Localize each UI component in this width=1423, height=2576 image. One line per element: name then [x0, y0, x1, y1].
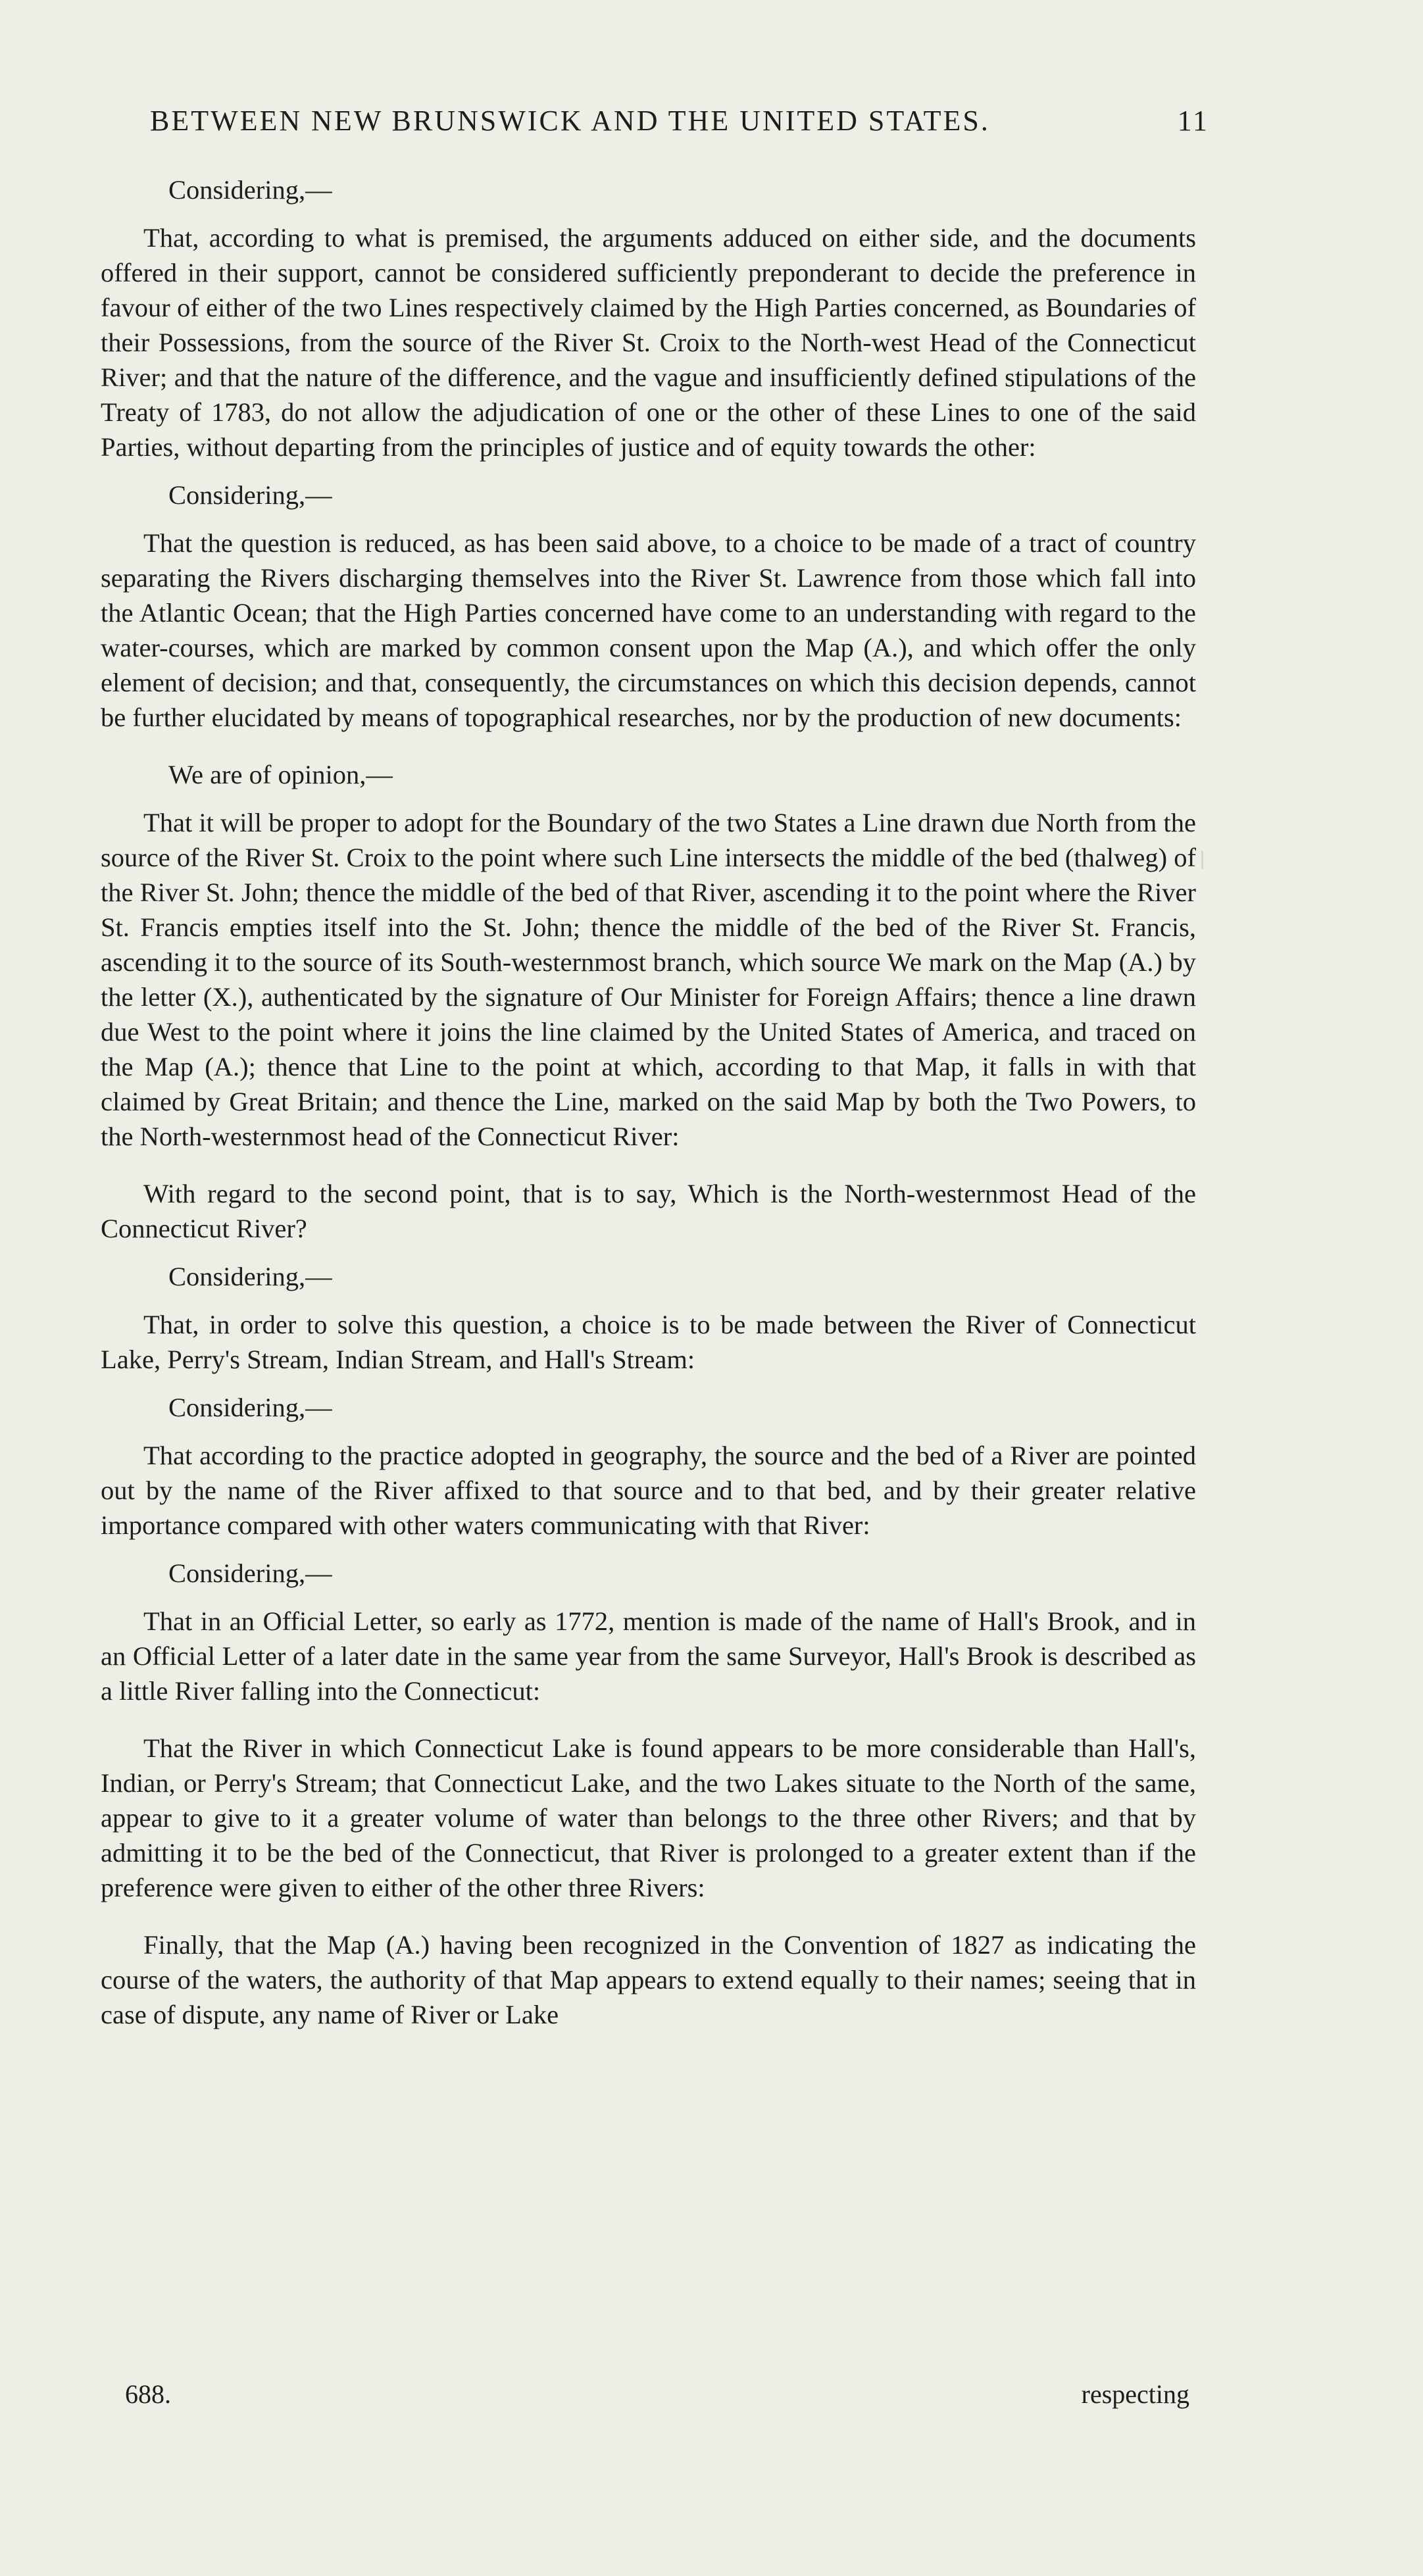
body-paragraph: That, according to what is premised, the arguments adduced on either side, and the documents offered in their support, cannot be considered sufficiently preponderant to decide the preference in favour of either of the two Lines respectively claimed by the High Parties concerned, as Boundaries of their Possessions, from the source of the River St. Croix to the North-west Head of the Connecticut River; and that the nature of the difference, and the vague and insufficiently defined stipulations of the Treaty of 1783, do not allow the adjudication of one or the other of these Lines to one of the said Parties, without departing from the principles of justice and of equity towards the other: — [101, 223, 1196, 462]
body-paragraph: Finally, that the Map (A.) having been recognized in the Convention of 1827 as indicating the course of the waters, the authority of that Map appears to extend equally to their names; seeing that in case of dispute, any name of River or Lake — [101, 1930, 1196, 2029]
body-paragraph: That it will be proper to adopt for the Boundary of the two States a Line drawn due North from the source of the River St. Croix to the point where such Line intersects the middle of the bed (thalweg) of the River St. John; thence the middle of the bed of that River, ascending it to the point where the River St. Francis empties itself into the St. John; thence the middle of the bed of the River St. Francis, ascending it to the source of its South-westernmost branch, which source We mark on the Map (A.) by the letter (X.), authenticated by the signature of Our Minister for Foreign Affairs; thence a line drawn due West to the point where it joins the line claimed by the United States of America, and traced on the Map (A.); thence that Line to the point at which, according to that Map, it falls in with that claimed by Great Britain; and thence the Line, marked on the said Map by both the Two Powers, to the North-westernmost head of the Connecticut River: — [101, 808, 1196, 1151]
body-paragraph: That, in order to solve this question, a choice is to be made between the River of Connecticut Lake, Perry's Stream, Indian Stream, and Hall's Stream: — [101, 1310, 1196, 1374]
body-paragraph: That the question is reduced, as has been said above, to a choice to be made of a tract of country separating the Rivers discharging themselves into the River St. Lawrence from those which fall into the Atlantic Ocean; that the High Parties concerned have come to an understanding with regard to the water-courses, which are marked by common consent upon the Map (A.), and which offer the only element of decision; and that, consequently, the circumstances on which this decision depends, cannot be further elucidated by means of topographical researches, nor by the production of new documents: — [101, 528, 1196, 732]
considering-heading: Considering,— — [168, 480, 332, 510]
opinion-heading: We are of opinion,— — [168, 760, 393, 789]
considering-heading: Considering,— — [168, 1558, 332, 1588]
running-head-title: BETWEEN NEW BRUNSWICK AND THE UNITED STATES. — [150, 105, 990, 137]
catchword: respecting — [1081, 2379, 1189, 2409]
considering-heading: Considering,— — [168, 175, 332, 205]
running-head — [150, 104, 1209, 137]
considering-heading: Considering,— — [168, 1393, 332, 1422]
body-paragraph: That according to the practice adopted in geography, the source and the bed of a River are pointed out by the name of the River affixed to that source and to that bed, and by their greater relative importance compared with other waters communicating with that River: — [101, 1441, 1196, 1540]
body-paragraph: With regard to the second point, that is to say, Which is the North-westernmost Head of the Connecticut River? — [101, 1179, 1196, 1243]
sheet-number: 688. — [125, 2379, 171, 2409]
page-footer — [125, 2379, 1189, 2410]
body-paragraph: That the River in which Connecticut Lake is found appears to be more considerable than Hall's, Indian, or Perry's Stream; that Connecticut Lake, and the two Lakes situate to the North of the same, appear to give to it a greater volume of water than belongs to the three other Rivers; and that by admitting it to be the bed of the Connecticut, that River is prolonged to a greater extent than if the preference were given to either of the other three Rivers: — [101, 1733, 1196, 1902]
paper-mark — [1201, 851, 1203, 869]
document-body — [101, 172, 1196, 2032]
considering-heading: Considering,— — [168, 1262, 332, 1291]
body-paragraph: That in an Official Letter, so early as 1772, mention is made of the name of Hall's Brook, and in an Official Letter of a later date in the same year from the same Surveyor, Hall's Brook is described as a little River falling into the Connecticut: — [101, 1606, 1196, 1706]
page-number: 11 — [1177, 105, 1209, 137]
